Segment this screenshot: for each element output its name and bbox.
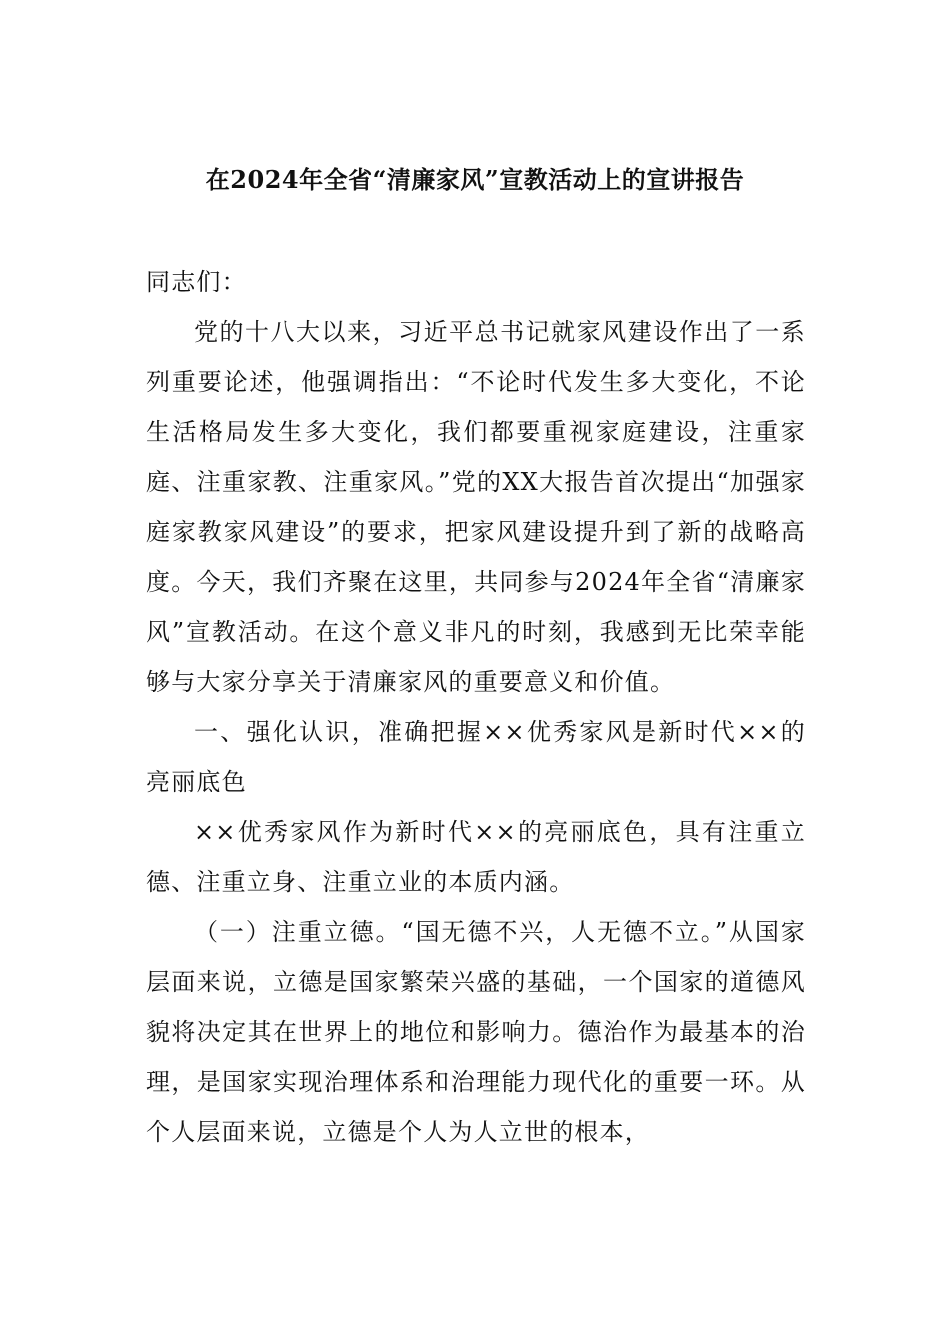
paragraph-section-1-intro: ××优秀家风作为新时代××的亮丽底色，具有注重立德、注重立身、注重立业的本质内涵。 [146, 818, 806, 896]
document-body [146, 257, 806, 1157]
salutation: 同志们： [146, 268, 247, 296]
document-title: 在2024年全省“清廉家风”宣教活动上的宣讲报告 [205, 165, 745, 194]
paragraph-intro: 党的十八大以来，习近平总书记就家风建设作出了一系列重要论述，他强调指出：“不论时代发生多大变化，不论生活格局发生多大变化，我们都要重视家庭建设，注重家庭、注重家教、注重家风。”党的XX大报告首次提出“加强家庭家教家风建设”的要求，把家风建设提升到了新的战略高度。今天，我们齐聚在这里，共同参与2024年全省“清廉家风”宣教活动。在这个意义非凡的时刻，我感到无比荣幸能够与大家分享关于清廉家风的重要意义和价值。 [146, 318, 806, 696]
paragraph-subsection-1: （一）注重立德。“国无德不兴，人无德不立。”从国家层面来说，立德是国家繁荣兴盛的基础，一个国家的道德风貌将决定其在世界上的地位和影响力。德治作为最基本的治理，是国家实现治理体系和治理能力现代化的重要一环。从个人层面来说，立德是个人为人立世的根本， [146, 918, 806, 1146]
section-heading-1: 一、强化认识，准确把握××优秀家风是新时代××的亮丽底色 [146, 718, 806, 796]
